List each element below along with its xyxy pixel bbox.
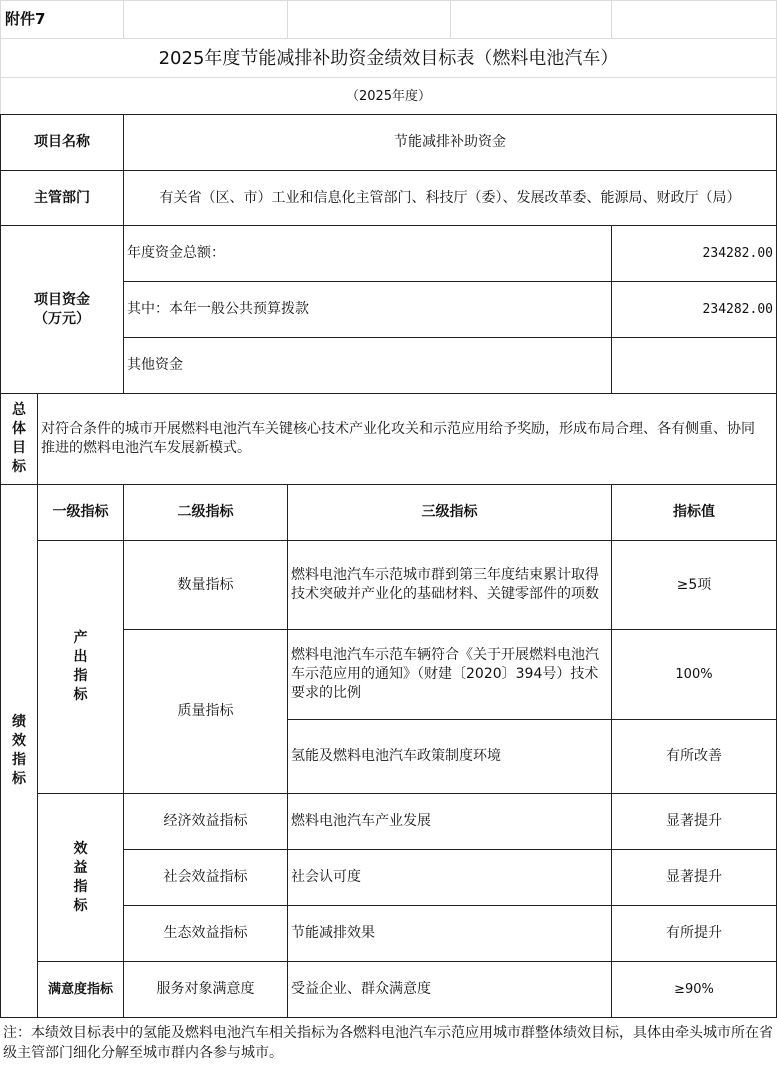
row-value: 显著提升 (666, 869, 722, 885)
funds-total-value: 234282.00 (702, 246, 773, 261)
group-benefit: 效 益 指 标 (73, 840, 88, 914)
footnote: 注：本绩效目标表中的氢能及燃料电池汽车相关指标为各燃料电池汽车示范应用城市群整体绩效目标，具体由牵头城市所在省级主管部门细化分解至城市群内各参与城市。 (3, 1025, 773, 1061)
grid-line (123, 0, 124, 38)
indicators-label: 绩 效 指 标 (12, 714, 26, 787)
funds-total-label: 年度资金总额： (127, 245, 225, 261)
row-level3: 燃料电池汽车示范城市群到第三年度结束累计取得技术突破并产业化的基础材料、关键零部件的项数 (291, 567, 599, 602)
row-value: ≥90% (674, 982, 714, 997)
project-name-value: 节能减排补助资金 (394, 134, 506, 150)
row-value: 有所改善 (666, 748, 722, 764)
row-value: 显著提升 (666, 813, 722, 829)
row-level2: 质量指标 (177, 703, 234, 719)
row-level3: 受益企业、群众满意度 (291, 981, 431, 997)
attachment-label: 附件7 (5, 9, 46, 28)
department-value: 有关省（区、市）工业和信息化主管部门、科技厅（委）、发展改革委、能源局、财政厅（局） (159, 189, 741, 206)
table-border (0, 1017, 777, 1018)
grid-line (450, 0, 451, 38)
grid-line (611, 0, 612, 38)
project-name-label: 项目名称 (34, 134, 90, 150)
header-level2: 二级指标 (177, 504, 234, 520)
goal-label: 总 体 目 标 (12, 402, 26, 475)
department-label: 主管部门 (34, 189, 90, 206)
row-level3: 节能减排效果 (291, 925, 375, 941)
funds-budget-value: 234282.00 (702, 302, 773, 317)
row-level2: 生态效益指标 (163, 925, 248, 941)
header-value: 指标值 (673, 504, 715, 520)
header-level1: 一级指标 (52, 504, 109, 520)
row-level2: 经济效益指标 (163, 813, 248, 829)
grid-line (287, 0, 288, 38)
group-satisfaction: 满意度指标 (47, 982, 113, 997)
row-level2: 数量指标 (177, 576, 234, 593)
row-value: 100% (675, 667, 713, 682)
row-level3: 燃料电池汽车示范车辆符合《关于开展燃料电池汽车示范应用的通知》（财建〔2020〕394号）技术要求的比例 (291, 647, 599, 701)
row-level2: 社会效益指标 (163, 869, 248, 885)
funds-label: 项目资金 （万元） (34, 291, 90, 327)
row-level3: 氢能及燃料电池汽车政策制度环境 (291, 748, 501, 764)
funds-budget-label: 其中：本年一般公共预算拨款 (127, 301, 309, 317)
header-level3: 三级指标 (421, 504, 478, 520)
funds-other-value (612, 338, 776, 393)
group-output: 产 出 指 标 (73, 630, 88, 703)
page-title: 2025年度节能减排补助资金绩效目标表（燃料电池汽车） (158, 47, 619, 69)
row-level3: 燃料电池汽车产业发展 (291, 813, 431, 829)
row-value: 有所提升 (666, 925, 722, 941)
row-value: ≥5项 (676, 576, 712, 593)
funds-other-label: 其他资金 (127, 357, 183, 373)
row-level2: 服务对象满意度 (156, 981, 255, 997)
goal-text: 对符合条件的城市开展燃料电池汽车关键核心技术产业化攻关和示范应用给予奖励，形成布局合理、各有侧重、协同推进的燃料电池汽车发展新模式。 (41, 421, 755, 456)
row-level3: 社会认可度 (291, 869, 361, 885)
year-label: （2025年度） (345, 88, 432, 104)
